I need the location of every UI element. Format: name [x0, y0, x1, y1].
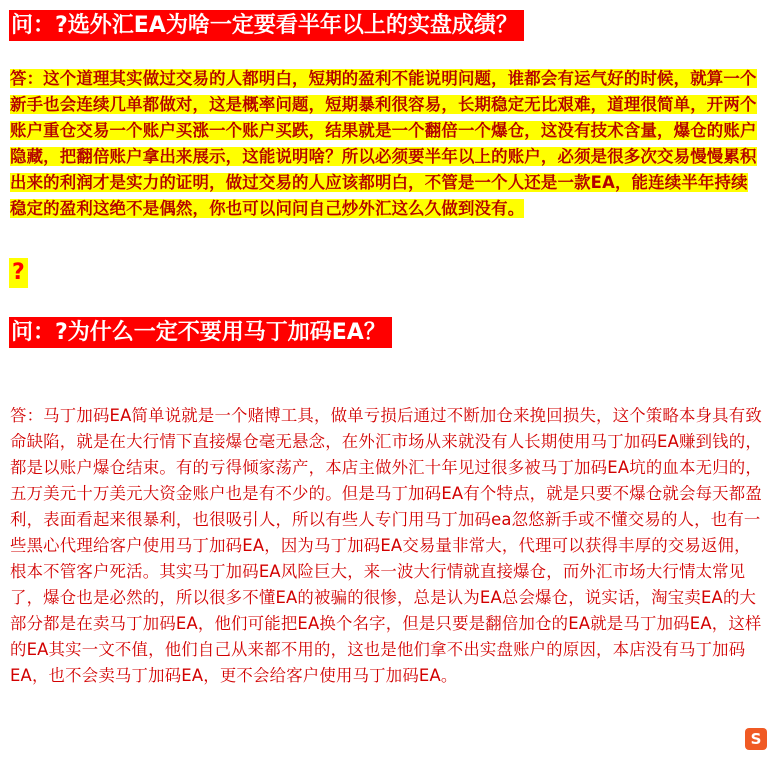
answer-paragraph-2: 答：马丁加码EA简单说就是一个赌博工具，做单亏损后通过不断加仓来挽回损失，这个策略本身具有致命缺陷，就是在大行情下直接爆仓毫无悬念，在外汇市场从来就没有人长期使用马丁加码EA赚到钱的，都是以账户爆仓结束。有的亏得倾家荡产，本店主做外汇十年见过很多被马丁加码EA坑的血本无归的，五万美元十万美元大资金账户也是有不少的。但是马丁加码EA有个特点，就是只要不爆仓就会每天都盈利，表面看起来很暴利，也很吸引人，所以有些人专门用马丁加码ea忽悠新手或不懂交易的人，也有一些黑心代理给客户使用马丁加码EA，因为马丁加码EA交易量非常大，代理可以获得丰厚的交易返佣，根本不管客户死活。其实马丁加码EA风险巨大，来一波大行情就直接爆仓，而外汇市场大行情太常见了，爆仓也是必然的，所以很多不懂EA的被骗的很惨，总是认为EA总会爆仓，说实话，淘宝卖EA的大部分都是在卖马丁加码EA，他们可能把EA换个名字，但是只要是翻倍加仓的EA就是马丁加码EA，这样的EA其实一文不值，他们自己从来都不用的，这也是他们拿不出实盘账户的原因，本店没有马丁加码EA，也不会卖马丁加码EA，更不会给客户使用马丁加码EA。 [10, 406, 762, 685]
answer-text-1: 答：这个道理其实做过交易的人都明白，短期的盈利不能说明问题，谁都会有运气好的时候，就算一个新手也会连续几单都做对，这是概率问题，短期暴利很容易，长期稳定无比艰难，道理很简单，开两个账户重仓交易一个账户买涨一个账户买跌，结果就是一个翻倍一个爆仓，这没有技术含量，爆仓的账户隐藏，把翻倍账户拿出来展示，这能说明啥？所以必须要半年以上的账户，必须是很多次交易慢慢累积出来的利润才是实力的证明，做过交易的人应该都明白，不管是一个人还是一款EA，能连续半年持续稳定的盈利这绝不是偶然，你也可以问问自己炒外汇这么久做到没有。 [10, 69, 757, 218]
sogou-logo-icon: S [745, 728, 767, 750]
answer-paragraph-1 [10, 66, 762, 222]
separator-question-mark: ? [9, 258, 28, 288]
question-heading-2: 问：?为什么一定不要用马丁加码EA？ [9, 317, 392, 348]
question-heading-1: 问：?选外汇EA为啥一定要看半年以上的实盘成绩？ [9, 10, 524, 41]
